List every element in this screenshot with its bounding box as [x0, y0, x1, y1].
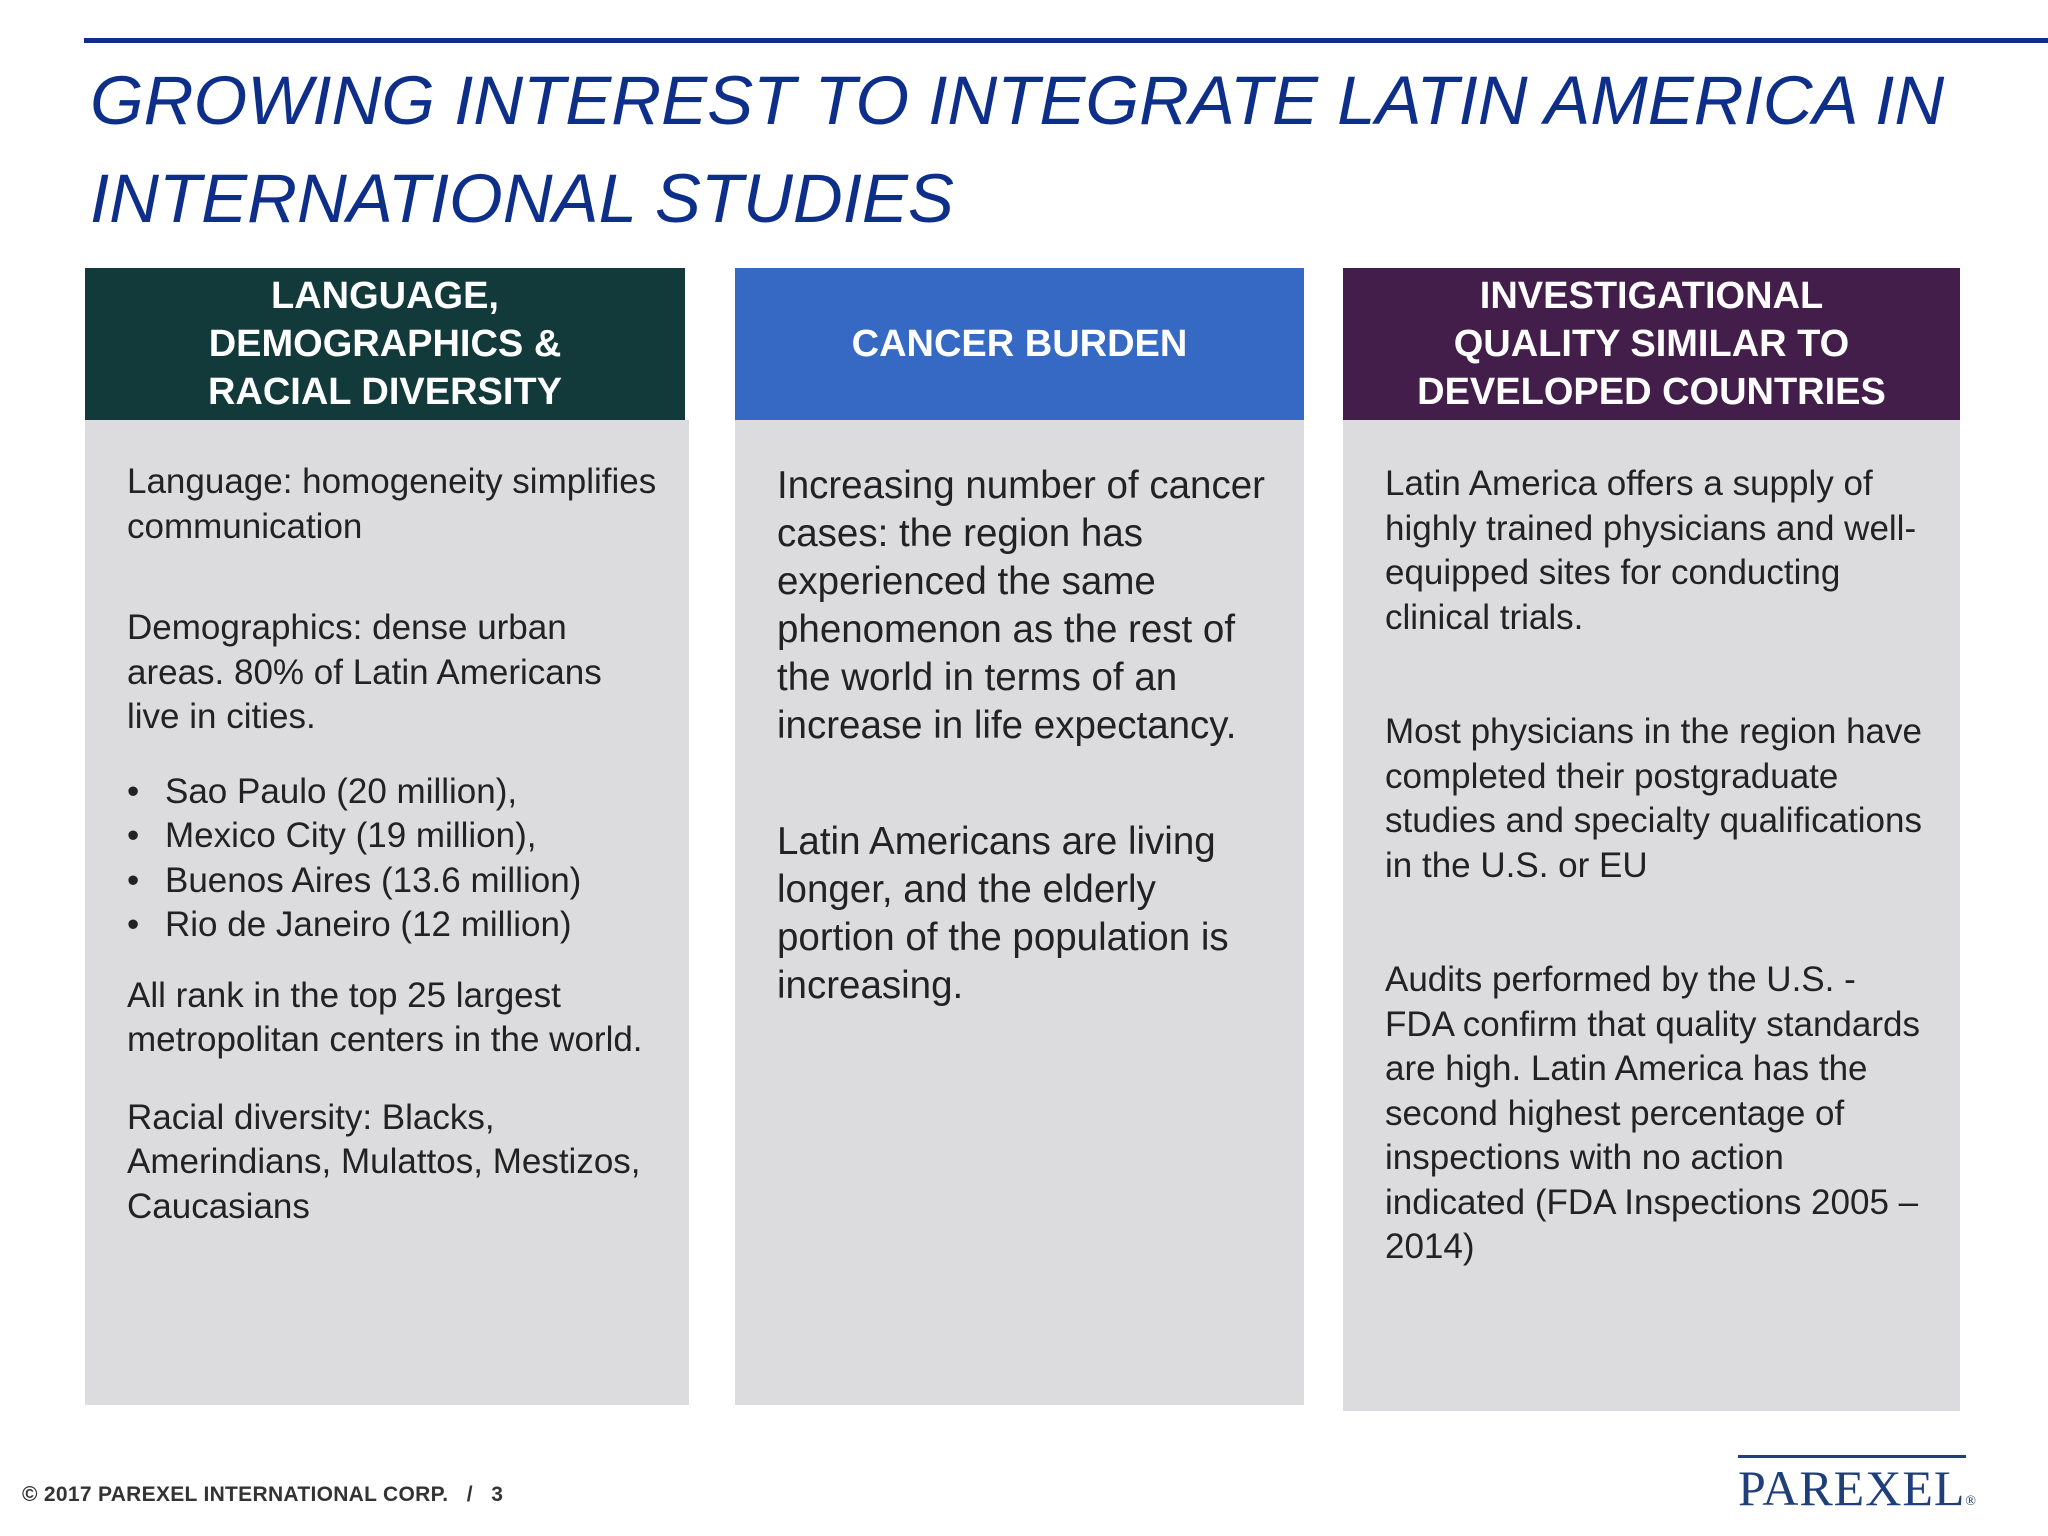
- logo-wordmark: PAREXEL: [1738, 1460, 1966, 1516]
- column-body-language-demographics: [85, 420, 689, 1405]
- rank-paragraph: All rank in the top 25 largest metropolitan centers in the world.: [127, 975, 643, 1059]
- header-line: RACIAL DIVERSITY: [207, 371, 562, 413]
- column-language-demographics: [85, 268, 689, 1405]
- living-longer-paragraph: Latin Americans are living longer, and the elderly portion of the population is increasing.: [777, 820, 1229, 1007]
- cancer-cases-paragraph: Increasing number of cancer cases: the region has experienced the same phenomenon as the rest of the world in terms of an increase in life expectancy.: [777, 464, 1265, 747]
- column-header-cancer-burden: [735, 268, 1304, 420]
- city-text: Sao Paulo (20 million),: [165, 771, 518, 811]
- footer-separator: /: [466, 1483, 473, 1506]
- bullet-icon: •: [127, 816, 140, 855]
- header-line: CANCER BURDEN: [851, 323, 1188, 365]
- physician-training-paragraph: Most physicians in the region have completed their postgraduate studies and specialty qualifications in the U.S. or EU: [1385, 712, 1922, 885]
- parexel-logo: [1738, 1455, 1978, 1516]
- slide-title-line-2: INTERNATIONAL STUDIES: [90, 160, 954, 237]
- city-text: Buenos Aires (13.6 million): [165, 860, 582, 900]
- demographics-paragraph: Demographics: dense urban areas. 80% of Latin Americans live in cities.: [127, 608, 602, 736]
- bullet-icon: •: [127, 860, 140, 900]
- physician-supply-paragraph: Latin America offers a supply of highly trained physicians and well-equipped sites for conducting clinical trials.: [1385, 464, 1917, 637]
- column-body-cancer-burden: [735, 420, 1304, 1405]
- racial-diversity-paragraph: Racial diversity: Blacks, Amerindians, Mulattos, Mestizos, Caucasians: [127, 1097, 641, 1226]
- cities-list: [127, 770, 659, 948]
- footer: [22, 1483, 503, 1507]
- list-item: [127, 814, 659, 859]
- copyright-text: © 2017 PAREXEL INTERNATIONAL CORP.: [22, 1483, 449, 1506]
- header-line: DEVELOPED COUNTRIES: [1417, 371, 1886, 413]
- registered-mark-icon: ®: [1965, 1494, 1978, 1509]
- fda-audits-paragraph: Audits performed by the U.S. - FDA confirm that quality standards are high. Latin America has the second highest percentage of inspections with no action indicated (FDA Inspections 2005 – 2014): [1385, 960, 1920, 1266]
- column-body-investigational-quality: [1343, 420, 1960, 1411]
- header-line: QUALITY SIMILAR TO: [1453, 323, 1850, 365]
- logo-rule: [1738, 1455, 1966, 1458]
- bullet-icon: •: [127, 905, 140, 944]
- column-header-investigational-quality: [1343, 268, 1960, 420]
- list-item: [127, 770, 659, 815]
- header-line: DEMOGRAPHICS &: [208, 323, 562, 365]
- city-text: Mexico City (19 million),: [165, 816, 537, 855]
- column-cancer-burden: [735, 268, 1304, 1405]
- column-header-language-demographics: [85, 268, 685, 420]
- slide-title: [90, 52, 1990, 248]
- title-top-rule: [84, 38, 2048, 43]
- logo-text: [1738, 1461, 1977, 1529]
- header-line: LANGUAGE,: [270, 275, 499, 317]
- page-number: 3: [491, 1483, 504, 1506]
- slide-title-line-1: GROWING INTEREST TO INTEGRATE LATIN AMERICA IN: [90, 62, 1945, 139]
- list-item: [127, 903, 659, 948]
- city-text: Rio de Janeiro (12 million): [165, 905, 572, 944]
- bullet-icon: •: [127, 771, 140, 811]
- language-paragraph: Language: homogeneity simplifies communication: [127, 462, 657, 546]
- column-investigational-quality: [1343, 268, 1960, 1411]
- list-item: [127, 859, 659, 904]
- header-line: INVESTIGATIONAL: [1479, 275, 1824, 317]
